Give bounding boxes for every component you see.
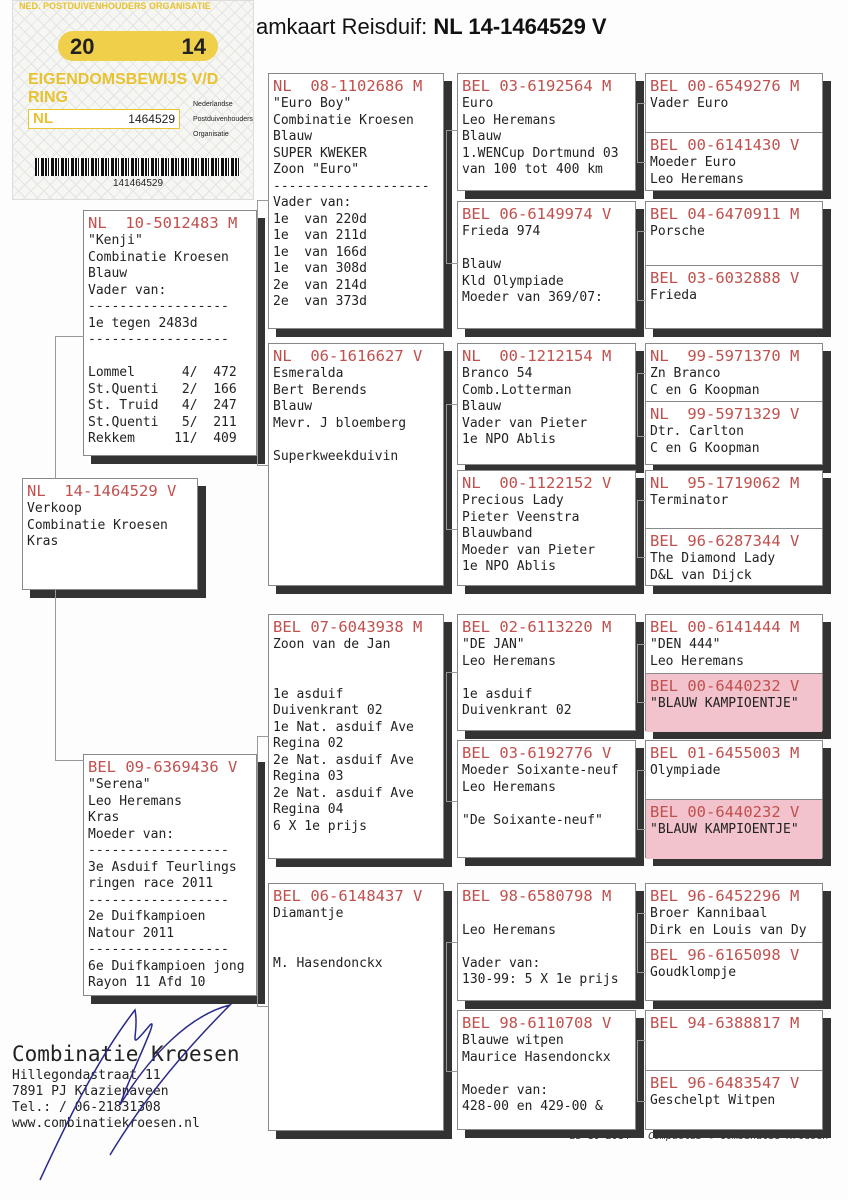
signature <box>30 995 250 1185</box>
ring-number: BEL 96-6452296 M <box>650 887 800 905</box>
pedigree-line: 2e Nat. asduif Ave <box>273 785 414 801</box>
connector-line <box>446 404 458 530</box>
grandparent-card[interactable] <box>268 73 444 329</box>
pedigree-line <box>462 670 631 687</box>
ring-number: BEL 96-6287344 V <box>650 532 800 550</box>
ring-number: NL 00-1122152 V <box>462 474 612 492</box>
great-great-grandparent-card[interactable] <box>646 202 822 266</box>
great-grandparent-card[interactable] <box>457 614 636 731</box>
ring-number: BEL 00-6440232 V <box>650 803 800 821</box>
pedigree-line: St.Quenti 2/ 166 <box>88 381 237 397</box>
ring-number: BEL 09-6369436 V <box>88 758 238 776</box>
ring-number: 1464529 <box>128 112 175 126</box>
barcode <box>35 158 240 176</box>
barcode-number: 141464529 <box>113 178 164 189</box>
ring-number: BEL 96-6483547 V <box>650 1074 800 1092</box>
pedigree-line: "Euro Boy" <box>273 96 352 111</box>
pedigree-line: 2e van 373d <box>273 294 367 309</box>
pedigree-line: Rekkem 11/ 409 <box>88 431 237 446</box>
npo-line: Organisatie <box>193 131 229 138</box>
ring-number: BEL 00-6440232 V <box>650 677 800 695</box>
breeder-website[interactable]: www.combinatiekroesen.nl <box>12 1116 200 1131</box>
pedigree-line: SUPER KWEKER <box>273 145 367 161</box>
ring-number: BEL 02-6113220 M <box>462 618 612 636</box>
year-badge <box>58 31 218 61</box>
pedigree-line: Blauw <box>273 129 313 144</box>
year-left: 20 <box>70 34 95 59</box>
pedigree-line: Leo Heremans <box>650 653 744 669</box>
connector-line <box>637 644 646 703</box>
connector-line <box>55 336 84 479</box>
pedigree-line: Leo Heremans <box>88 793 182 809</box>
connector-line <box>257 736 269 867</box>
pedigree-line <box>273 939 439 956</box>
pedigree-line <box>273 432 439 449</box>
pedigree-line: Zn Branco <box>650 366 721 381</box>
pedigree-line: 6e Duifkampioen jong <box>88 958 245 974</box>
ring-number: NL 10-5012483 M <box>88 214 238 232</box>
pedigree-line: Regina 04 <box>273 802 344 817</box>
pedigree-line: Dirk en Louis van Dy <box>650 922 807 938</box>
breeder-name: Combinatie Kroesen <box>12 1042 240 1066</box>
pedigree-line: Frieda <box>650 288 697 303</box>
pedigree-line: Blauw <box>462 399 502 414</box>
pedigree-line: Precious Lady <box>462 493 564 508</box>
pedigree-line: Pieter Veenstra <box>462 509 580 525</box>
great-great-grandparent-pair <box>645 201 823 329</box>
pedigree-line: "DEN 444" <box>650 637 721 652</box>
ring-number: BEL 00-6141430 V <box>650 136 800 154</box>
ring-number: NL 95-1719062 M <box>650 474 800 492</box>
great-great-grandparent-card[interactable] <box>646 344 822 402</box>
pedigree-line: ------------------ <box>88 843 229 858</box>
great-great-grandparent-card[interactable] <box>646 741 822 800</box>
connector-line <box>446 942 458 1072</box>
ring-number: BEL 04-6470911 M <box>650 205 800 223</box>
ring-number: BEL 98-6110708 V <box>462 1014 612 1032</box>
grandparent-card[interactable] <box>268 343 444 586</box>
pedigree-line <box>273 923 439 940</box>
pedigree-line: St. Truid 4/ 247 <box>88 398 237 413</box>
pedigree-line: 1e asduif <box>462 686 533 702</box>
pedigree-line: Porsche <box>650 224 705 239</box>
pedigree-line: C en G Koopman <box>650 440 760 456</box>
pedigree-line: "BLAUW KAMPIOENTJE" <box>650 822 799 837</box>
connector-line <box>637 770 646 830</box>
pedigree-line: Branco 54 <box>462 366 533 381</box>
pedigree-line: C en G Koopman <box>650 382 760 398</box>
ring-number: BEL 06-6148437 V <box>273 887 423 905</box>
breeder-postcode: 7891 PJ Klazienaveen <box>12 1084 169 1099</box>
pedigree-line: -------------------- <box>273 178 430 194</box>
pedigree-line: Duivenkrant 02 <box>273 703 383 718</box>
pedigree-line: Blauw <box>462 129 502 144</box>
connector-line <box>257 330 269 466</box>
dam-card[interactable] <box>83 754 257 996</box>
pedigree-line: Vader van: <box>462 955 541 971</box>
ring-number: BEL 98-6580798 M <box>462 887 612 905</box>
pedigree-line: Vader van Pieter <box>462 415 588 431</box>
ring-number: BEL 03-6032888 V <box>650 269 800 287</box>
subject-pigeon-card[interactable] <box>22 478 198 590</box>
great-grandparent-card[interactable] <box>457 740 636 858</box>
breeder-address: Hillegondastraat 11 <box>12 1068 161 1083</box>
pedigree-line: Mevr. J bloemberg <box>273 415 407 431</box>
ring-country: NL <box>33 110 53 127</box>
card-org: NED. POSTDUIVENHOUDERS ORGANISATIE <box>19 1 211 11</box>
pedigree-line: Zoon van de Jan <box>273 637 391 652</box>
pedigree-line: Moeder van Pieter <box>462 542 596 558</box>
pedigree-line: Kras <box>88 810 120 825</box>
pedigree-line: Combinatie Kroesen <box>273 112 414 128</box>
pedigree-line: Frieda 974 <box>462 224 541 239</box>
print-date: 25-10-2014 <box>570 1131 631 1142</box>
pedigree-line: Combinatie Kroesen <box>88 249 229 265</box>
pedigree-line: Combinatie Kroesen <box>27 517 168 533</box>
pedigree-line: Blauw <box>273 399 313 414</box>
connector-line <box>637 500 646 558</box>
pedigree-line: Kras <box>27 534 59 549</box>
great-great-grandparent-card[interactable] <box>646 471 822 529</box>
pedigree-line: Dtr. Carlton <box>650 424 744 439</box>
pedigree-line: Esmeralda <box>273 366 344 381</box>
pedigree-line: van 100 tot 400 km <box>462 162 603 177</box>
pedigree-line: Duivenkrant 02 <box>462 703 572 718</box>
great-great-grandparent-card[interactable] <box>646 943 822 1002</box>
pedigree-line: Kld Olympiade <box>462 273 564 289</box>
pedigree-line: 3e Asduif Teurlings <box>88 859 237 875</box>
great-great-grandparent-card[interactable] <box>646 74 822 133</box>
ring-number: NL 99-5971370 M <box>650 347 800 365</box>
pedigree-line: Blauw <box>88 266 128 281</box>
ring-number: NL 00-1212154 M <box>462 347 612 365</box>
npo-line: Nederlandse <box>193 101 233 108</box>
great-great-grandparent-pair <box>645 73 823 191</box>
pedigree-line: Moeder Euro <box>650 155 737 170</box>
pedigree-line <box>462 1066 631 1083</box>
pedigree-line: ------------------ <box>88 299 229 314</box>
ring-number: BEL 03-6192776 V <box>462 744 612 762</box>
great-great-grandparent-card[interactable] <box>646 402 822 466</box>
pedigree-line: M. Hasendonckx <box>273 955 383 971</box>
pedigree-line: 1e van 308d <box>273 261 367 276</box>
pedigree-line: Leo Heremans <box>462 779 556 795</box>
page-title <box>256 14 607 40</box>
title-prefix: amkaart Reisduif: <box>256 14 428 39</box>
card-heading: EIGENDOMSBEWIJS V/D RING <box>28 71 219 106</box>
pedigree-line: ------------------ <box>88 332 229 347</box>
pedigree-line: Leo Heremans <box>462 922 556 938</box>
ring-number: BEL 00-6141444 M <box>650 618 800 636</box>
pedigree-line: Terminator <box>650 493 729 508</box>
great-great-grandparent-card[interactable] <box>646 133 822 192</box>
pedigree-line: Regina 03 <box>273 769 344 784</box>
pedigree-line: Regina 02 <box>273 736 344 751</box>
pedigree-line: Rayon 11 Afd 10 <box>88 975 206 990</box>
pedigree-line: Leo Heremans <box>650 171 744 187</box>
pedigree-line: "De Soixante-neuf" <box>462 812 603 828</box>
pedigree-line: ------------------ <box>88 892 229 908</box>
pedigree-line: Bert Berends <box>273 382 367 398</box>
npo-line: Postduivenhouders <box>193 116 253 123</box>
connector-line <box>637 1040 646 1102</box>
year-right: 14 <box>181 34 206 59</box>
connector-line <box>257 200 269 331</box>
pedigree-line: 1e van 211d <box>273 228 367 243</box>
great-great-grandparent-card[interactable] <box>646 1071 822 1131</box>
pedigree-line: ringen race 2011 <box>88 876 214 891</box>
pedigree-line: St.Quenti 5/ 211 <box>88 414 237 430</box>
ring-number: NL 06-1616627 V <box>273 347 423 365</box>
ring-number: BEL 96-6165098 V <box>650 946 800 964</box>
pedigree-line: 2e Nat. asduif Ave <box>273 752 414 768</box>
pedigree-line: Superkweekduivin <box>273 448 399 464</box>
pedigree-line: 130-99: 5 X 1e prijs <box>462 972 619 987</box>
ring-number: BEL 94-6388817 M <box>650 1014 800 1032</box>
pedigree-line: 1e tegen 2483d <box>88 315 198 331</box>
great-great-grandparent-card[interactable] <box>646 529 822 587</box>
great-great-grandparent-card[interactable] <box>646 884 822 943</box>
pedigree-line <box>273 670 439 687</box>
great-great-grandparent-pair <box>645 883 823 1001</box>
pedigree-line: ------------------ <box>88 942 229 957</box>
pedigree-line: Goudklompje <box>650 965 737 980</box>
great-grandparent-card[interactable] <box>457 201 636 329</box>
great-great-grandparent-card[interactable] <box>646 1011 822 1071</box>
pedigree-line: 1e NPO Ablis <box>462 559 556 574</box>
ring-number: BEL 03-6192564 M <box>462 77 612 95</box>
pedigree-line: Euro <box>462 96 494 111</box>
pedigree-line: Leo Heremans <box>462 112 556 128</box>
ring-number: NL 14-1464529 V <box>27 482 177 500</box>
pedigree-line: 1.WENCup Dortmund 03 <box>462 145 619 161</box>
pedigree-line: Blauw <box>462 257 502 272</box>
pedigree-line: Natour 2011 <box>88 925 175 941</box>
great-great-grandparent-card[interactable] <box>646 674 822 732</box>
connector-line <box>55 590 84 761</box>
grandparent-card[interactable] <box>268 614 444 859</box>
pedigree-line: Blauwband <box>462 526 533 541</box>
pedigree-line: 2e Duifkampioen <box>88 909 206 924</box>
pedigree-line: Comb.Lotterman <box>462 382 572 398</box>
pedigree-line: 1e NPO Ablis <box>462 432 556 447</box>
pedigree-line: 428-00 en 429-00 & <box>462 1099 603 1114</box>
pedigree-line: Broer Kannibaal <box>650 906 768 921</box>
great-grandparent-card[interactable] <box>457 343 636 465</box>
pedigree-line <box>273 654 439 671</box>
pedigree-line: "Kenji" <box>88 233 143 248</box>
ring-field <box>28 109 180 129</box>
great-grandparent-card[interactable] <box>457 1010 636 1130</box>
great-great-grandparent-pair <box>645 614 823 731</box>
pedigree-line: "Serena" <box>88 777 151 792</box>
pedigree-line: Geschelpt Witpen <box>650 1093 776 1108</box>
ring-number: NL 08-1102686 M <box>273 77 423 95</box>
great-great-grandparent-pair <box>645 470 823 586</box>
pedigree-line: The Diamond Lady <box>650 551 776 566</box>
connector-line <box>446 672 458 802</box>
grandparent-card[interactable] <box>268 883 444 1131</box>
pedigree-line: Blauwe witpen <box>462 1033 564 1048</box>
pedigree-line: Zoon "Euro" <box>273 162 360 177</box>
pedigree-line: "BLAUW KAMPIOENTJE" <box>650 696 799 711</box>
great-great-grandparent-pair <box>645 343 823 465</box>
connector-line <box>637 373 646 437</box>
pedigree-line: Diamantje <box>273 906 344 921</box>
connector-line <box>446 130 458 264</box>
pedigree-line <box>88 349 252 366</box>
connector-line <box>637 103 646 163</box>
pedigree-line: "DE JAN" <box>462 637 525 652</box>
great-grandparent-card[interactable] <box>457 883 636 1001</box>
sire-card[interactable] <box>83 210 257 456</box>
credit: Compuclub © Combinatie Kroesen <box>648 1131 829 1142</box>
pedigree-line: Olympiade <box>650 763 721 778</box>
pedigree-line: Vader van: <box>88 282 167 298</box>
pedigree-line: Verkoop <box>27 501 82 516</box>
pedigree-line: 6 X 1e prijs <box>273 818 367 834</box>
ring-number: NL 99-5971329 V <box>650 405 800 423</box>
pedigree-line: Moeder van: <box>462 1082 549 1098</box>
great-great-grandparent-card[interactable] <box>646 615 822 674</box>
great-great-grandparent-card[interactable] <box>646 266 822 330</box>
pedigree-line: Maurice Hasendonckx <box>462 1049 611 1065</box>
pedigree-line <box>462 796 631 813</box>
pedigree-line <box>462 241 631 258</box>
pedigree-line: Moeder van 369/07: <box>462 290 603 305</box>
connector-line <box>637 231 646 301</box>
ring-number: BEL 06-6149974 V <box>462 205 612 223</box>
title-ring: NL 14-1464529 V <box>433 14 607 39</box>
connector-line <box>637 913 646 973</box>
pedigree-line: Leo Heremans <box>462 653 556 669</box>
pedigree-line: Moeder Soixante-neuf <box>462 763 619 778</box>
pedigree-line: 1e van 166d <box>273 244 367 260</box>
great-grandparent-card[interactable] <box>457 470 636 586</box>
great-great-grandparent-pair <box>645 740 823 858</box>
pedigree-line: Lommel 4/ 472 <box>88 365 237 380</box>
connector-line <box>257 866 269 1007</box>
pedigree-line <box>462 939 631 956</box>
pedigree-line: 2e van 214d <box>273 277 367 293</box>
pedigree-line: 1e van 220d <box>273 211 367 227</box>
pedigree-line: Vader van: <box>273 195 352 210</box>
pedigree-line <box>462 906 631 923</box>
breeder-phone: Tel.: / 06-21831308 <box>12 1100 161 1115</box>
great-great-grandparent-card[interactable] <box>646 800 822 859</box>
npo-logo <box>193 97 253 142</box>
pedigree-line: Moeder van: <box>88 826 175 842</box>
ring-number: BEL 01-6455003 M <box>650 744 800 762</box>
ring-number: BEL 07-6043938 M <box>273 618 423 636</box>
pedigree-line: 1e Nat. asduif Ave <box>273 719 414 735</box>
great-great-grandparent-pair <box>645 1010 823 1130</box>
ring-number: BEL 00-6549276 M <box>650 77 800 95</box>
pedigree-line: D&L van Dijck <box>650 567 752 583</box>
ring-ownership-card <box>12 0 254 200</box>
pedigree-line: 1e asduif <box>273 686 344 702</box>
pedigree-line: Vader Euro <box>650 96 729 111</box>
great-grandparent-card[interactable] <box>457 73 636 191</box>
